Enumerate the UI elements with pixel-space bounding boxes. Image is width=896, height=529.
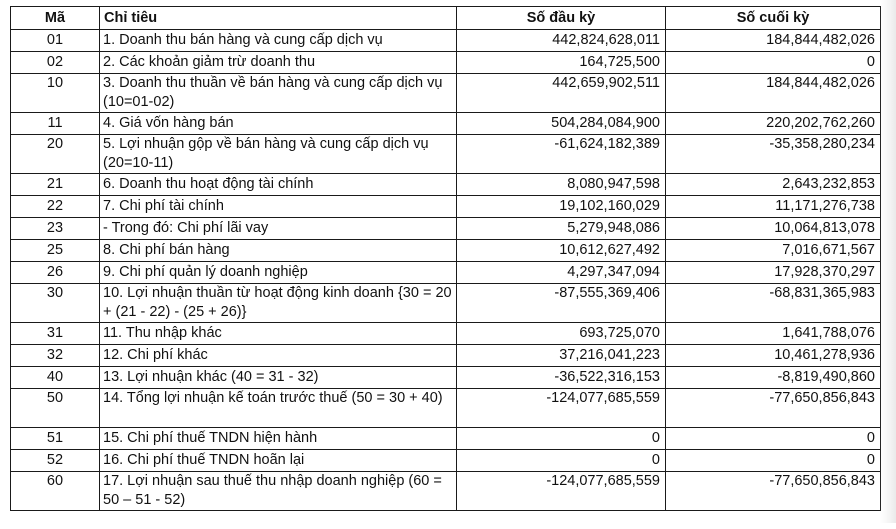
header-closing-balance: Số cuối kỳ [666,7,881,30]
row-code: 02 [11,52,100,74]
row-opening-value: -36,522,316,153 [457,367,666,389]
row-closing-value: -77,650,856,843 [666,472,881,511]
table-row [11,52,881,74]
table-row [11,113,881,135]
page-bottom-crop [0,523,896,529]
row-item-name: 11. Thu nhập khác [100,323,457,345]
table-row [11,240,881,262]
row-code: 51 [11,428,100,450]
row-code: 22 [11,196,100,218]
row-item-name: 9. Chi phí quản lý doanh nghiệp [100,262,457,284]
row-code: 21 [11,174,100,196]
row-opening-value: 37,216,041,223 [457,345,666,367]
table-row [11,428,881,450]
row-closing-value: 7,016,671,567 [666,240,881,262]
row-code: 30 [11,284,100,323]
row-closing-value: -8,819,490,860 [666,367,881,389]
row-item-name: 6. Doanh thu hoạt động tài chính [100,174,457,196]
row-item-name: 16. Chi phí thuế TNDN hoãn lại [100,450,457,472]
row-closing-value: 184,844,482,026 [666,30,881,52]
table-row [11,450,881,472]
row-code: 11 [11,113,100,135]
row-code: 10 [11,74,100,113]
page-edge-shadow [880,0,896,529]
row-opening-value: 442,659,902,511 [457,74,666,113]
row-code: 40 [11,367,100,389]
row-item-name: 15. Chi phí thuế TNDN hiện hành [100,428,457,450]
row-closing-value: -77,650,856,843 [666,389,881,428]
row-closing-value: -35,358,280,234 [666,135,881,174]
row-opening-value: 8,080,947,598 [457,174,666,196]
row-closing-value: 220,202,762,260 [666,113,881,135]
row-closing-value: 10,064,813,078 [666,218,881,240]
row-code: 20 [11,135,100,174]
row-code: 50 [11,389,100,428]
row-opening-value: 10,612,627,492 [457,240,666,262]
row-item-name: 17. Lợi nhuận sau thuế thu nhập doanh nghiệp (60 = 50 – 51 - 52) [100,472,457,511]
row-opening-value: 0 [457,428,666,450]
row-opening-value: 4,297,347,094 [457,262,666,284]
table-header-row [11,7,881,30]
row-item-name: 1. Doanh thu bán hàng và cung cấp dịch vụ [100,30,457,52]
row-item-name: - Trong đó: Chi phí lãi vay [100,218,457,240]
row-item-name: 10. Lợi nhuận thuần từ hoạt động kinh doanh {30 = 20 + (21 - 22) - (25 + 26)} [100,284,457,323]
row-closing-value: 10,461,278,936 [666,345,881,367]
table-row [11,262,881,284]
table-row [11,74,881,113]
row-item-name: 2. Các khoản giảm trừ doanh thu [100,52,457,74]
row-closing-value: 1,641,788,076 [666,323,881,345]
row-item-name: 3. Doanh thu thuần về bán hàng và cung cấp dịch vụ (10=01-02) [100,74,457,113]
row-opening-value: 164,725,500 [457,52,666,74]
row-code: 31 [11,323,100,345]
row-item-name: 5. Lợi nhuận gộp về bán hàng và cung cấp dịch vụ (20=10-11) [100,135,457,174]
table-row [11,367,881,389]
row-opening-value: 504,284,084,900 [457,113,666,135]
row-code: 25 [11,240,100,262]
row-closing-value: 17,928,370,297 [666,262,881,284]
row-code: 23 [11,218,100,240]
table-row [11,284,881,323]
row-code: 32 [11,345,100,367]
row-opening-value: 0 [457,450,666,472]
row-code: 52 [11,450,100,472]
income-statement-table [10,6,881,511]
row-item-name: 13. Lợi nhuận khác (40 = 31 - 32) [100,367,457,389]
row-closing-value: 0 [666,428,881,450]
row-item-name: 12. Chi phí khác [100,345,457,367]
row-opening-value: -87,555,369,406 [457,284,666,323]
row-code: 60 [11,472,100,511]
row-opening-value: 5,279,948,086 [457,218,666,240]
table-row [11,323,881,345]
table-row [11,389,881,428]
table-row [11,30,881,52]
row-code: 01 [11,30,100,52]
table-row [11,345,881,367]
table-row [11,472,881,511]
row-opening-value: 693,725,070 [457,323,666,345]
header-item: Chỉ tiêu [100,7,457,30]
row-closing-value: 11,171,276,738 [666,196,881,218]
row-opening-value: -124,077,685,559 [457,389,666,428]
row-item-name: 8. Chi phí bán hàng [100,240,457,262]
row-closing-value: 184,844,482,026 [666,74,881,113]
row-item-name: 4. Giá vốn hàng bán [100,113,457,135]
row-opening-value: -61,624,182,389 [457,135,666,174]
row-item-name: 14. Tổng lợi nhuận kế toán trước thuế (50 = 30 + 40) [100,389,457,428]
row-closing-value: -68,831,365,983 [666,284,881,323]
row-opening-value: 442,824,628,011 [457,30,666,52]
row-closing-value: 0 [666,450,881,472]
row-item-name: 7. Chi phí tài chính [100,196,457,218]
table-row [11,196,881,218]
row-code: 26 [11,262,100,284]
table-row [11,174,881,196]
header-code: Mã [11,7,100,30]
header-opening-balance: Số đầu kỳ [457,7,666,30]
row-closing-value: 0 [666,52,881,74]
row-opening-value: -124,077,685,559 [457,472,666,511]
table-body [11,30,881,511]
table-row [11,135,881,174]
row-opening-value: 19,102,160,029 [457,196,666,218]
row-closing-value: 2,643,232,853 [666,174,881,196]
table-row [11,218,881,240]
